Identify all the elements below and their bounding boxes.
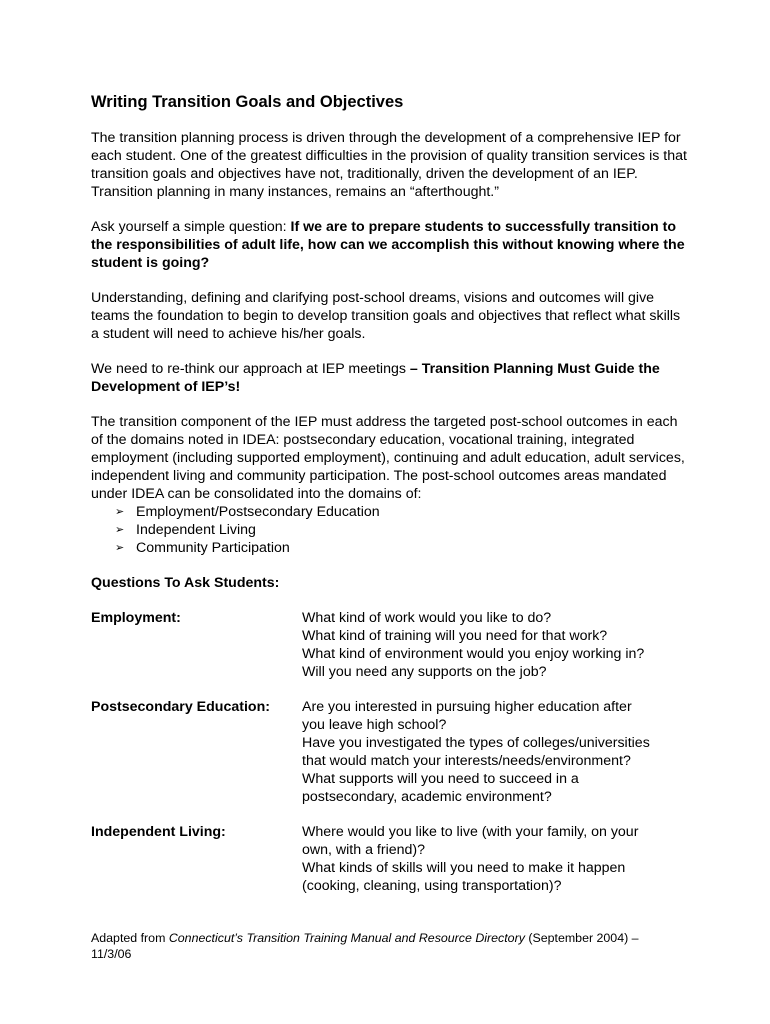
question-paragraph (91, 218, 691, 272)
understanding-paragraph: Understanding, defining and clarifying post-school dreams, visions and outcomes will give teams the foundation to begin to develop transition goals and objectives that reflect what skills a student will need to achieve his/her goals. (91, 290, 681, 342)
arrow-bullet-icon: ➢ (115, 524, 125, 536)
question-line: that would match your interests/needs/environment? (302, 753, 631, 769)
document-title: Writing Transition Goals and Objectives (91, 93, 404, 111)
question-line: own, with a friend)? (302, 842, 426, 858)
component-paragraph: The transition component of the IEP must address the targeted post-school outcomes in each of the domains noted in IDEA: postsecondary education, vocational training, integrated employment (including supported employment), continuing and adult education, adult services, independent living and community participation. The post-school outcomes areas mandated under IDEA can be consolidated into the domains of: (91, 414, 685, 502)
footer-citation (91, 930, 691, 962)
question-list (302, 698, 691, 806)
list-item: ➢ Community Participation (115, 540, 290, 556)
question-line: (cooking, cleaning, using transportation)? (302, 878, 562, 894)
question-line: Will you need any supports on the job? (302, 664, 547, 680)
question-section-independent-living (91, 823, 691, 895)
arrow-bullet-icon: ➢ (115, 506, 125, 518)
question-line: What kind of environment would you enjoy working in? (302, 646, 645, 662)
intro-paragraph: The transition planning process is driven through the development of a comprehensive IEP for each student. One of the greatest difficulties in the provision of quality transition services is that transition goals and objectives have not, traditionally, driven the development of an IEP. Transition planning in many instances, remains an “afterthought.” (91, 130, 687, 200)
section-label: Postsecondary Education: (91, 699, 270, 715)
question-bold: If we are to prepare students to successfully transition to the responsibilities of adult life, how can we accomplish this without knowing where the student is going? (91, 219, 685, 271)
domain-list (91, 503, 691, 557)
footer-date: 11/3/06 (91, 947, 132, 961)
question-line: What supports will you need to succeed in a (302, 771, 579, 787)
question-line: What kinds of skills will you need to make it happen (302, 860, 626, 876)
citation-title: Connecticut’s Transition Training Manual and Resource Directory (168, 931, 525, 945)
document-body (91, 92, 691, 895)
questions-heading: Questions To Ask Students: (91, 575, 280, 591)
question-line: you leave high school? (302, 717, 447, 733)
list-item: ➢ Independent Living (115, 522, 256, 538)
question-line: What kind of work would you like to do? (302, 610, 552, 626)
question-list (302, 823, 691, 895)
list-item: ➢ Employment/Postsecondary Education (115, 504, 380, 520)
section-label: Independent Living: (91, 824, 226, 840)
question-list (302, 609, 691, 681)
question-line: postsecondary, academic environment? (302, 789, 552, 805)
arrow-bullet-icon: ➢ (115, 542, 125, 554)
section-label: Employment: (91, 610, 181, 626)
question-line: What kind of training will you need for that work? (302, 628, 608, 644)
question-section-employment (91, 609, 691, 681)
question-line: Have you investigated the types of colleges/universities (302, 735, 650, 751)
citation-line: Adapted from Connecticut’s Transition Training Manual and Resource Directory (September 2004) – (91, 931, 639, 945)
question-section-postsecondary (91, 698, 691, 806)
rethink-bold: – Transition Planning Must Guide the Development of IEP’s! (91, 361, 660, 395)
question-lead: Ask yourself a simple question: (91, 219, 291, 235)
question-line: Are you interested in pursuing higher education after (302, 699, 632, 715)
rethink-paragraph (91, 360, 691, 396)
rethink-lead: We need to re-think our approach at IEP meetings (91, 361, 410, 377)
question-line: Where would you like to live (with your family, on your (302, 824, 639, 840)
